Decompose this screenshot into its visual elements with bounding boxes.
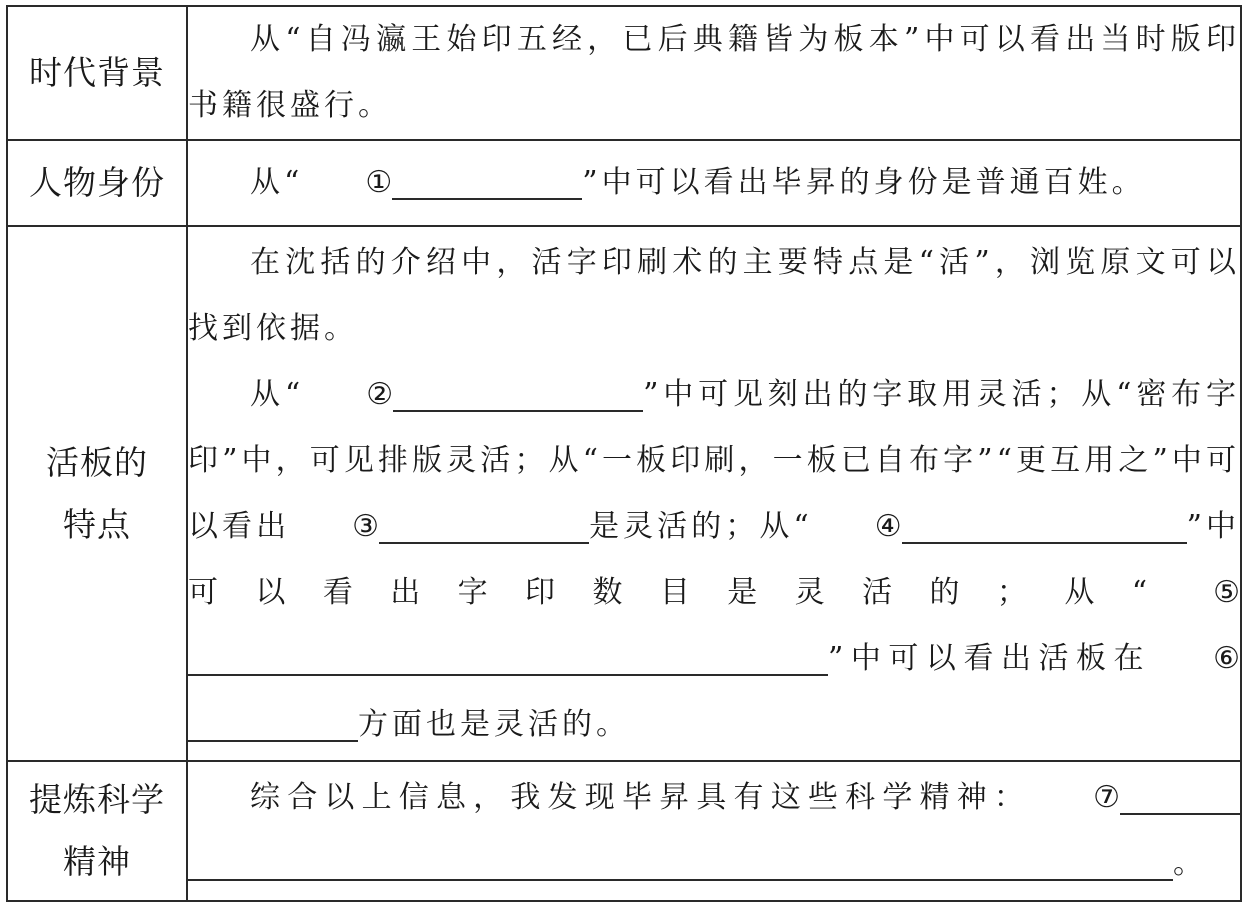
row-label: 人物身份 [7,140,187,226]
label-line: 精神 [63,842,131,881]
answer-blank-2[interactable] [393,372,643,412]
paragraph [188,362,1240,758]
blank-number: ④ [874,508,902,544]
row-label [7,761,187,901]
label-line: 提炼科学 [29,780,165,819]
blank-number: ⑥ [1213,640,1240,676]
text-segment: 从“ [250,165,304,200]
text-segment: 综合以上信息，我发现毕昇具有这些科学精神： [250,780,1032,815]
blank-number: ① [365,165,393,200]
row-label [7,226,187,761]
row-movable-type-features [7,226,1241,761]
row-content [187,6,1241,140]
paragraph [188,765,1240,897]
row-scientific-spirit [7,761,1241,901]
answer-blank-7-continued[interactable] [188,841,1173,881]
row-era-background [7,6,1241,140]
answer-blank-5[interactable] [188,636,828,676]
text-segment: 。 [1173,846,1207,881]
answer-blank-1[interactable] [392,160,582,200]
row-content [187,140,1241,226]
label-line: 活板的 [46,442,148,482]
text-segment: 从“ [250,376,305,412]
row-person-identity [7,140,1241,226]
text-segment: ”中可见刻出的字取用灵活；从“密布字印”中，可见排版灵活；从“一板印刷，一板已自布字”“更互用之”中可以看出 [188,376,1240,544]
row-label: 时代背景 [7,6,187,140]
answer-blank-6[interactable] [188,702,358,742]
answer-blank-3[interactable] [379,504,589,544]
blank-number: ② [366,376,394,412]
label-line: 特点 [63,504,131,544]
paragraph: 从“自冯瀛王始印五经，已后典籍皆为板本”中可以看出当时版印书籍很盛行。 [188,22,1240,123]
text-segment: 方面也是灵活的。 [358,706,630,742]
worksheet-table [6,5,1242,902]
row-content [187,226,1241,761]
answer-blank-4[interactable] [902,504,1187,544]
blank-number: ③ [352,508,380,544]
text-segment: ”中可以看出字印数目是灵活的；从“ [188,508,1240,610]
text-segment: ”中可以看出活板在 [828,640,1152,676]
text-segment: ”中可以看出毕昇的身份是普通百姓。 [582,165,1146,200]
blank-number: ⑦ [1093,780,1120,815]
text-segment: 是灵活的；从“ [589,508,813,544]
row-content [187,761,1241,901]
answer-blank-7[interactable] [1120,775,1240,815]
paragraph: 在沈括的介绍中，活字印刷术的主要特点是“活”，浏览原文可以找到依据。 [188,244,1240,346]
paragraph [188,150,1240,216]
blank-number: ⑤ [1213,574,1240,610]
